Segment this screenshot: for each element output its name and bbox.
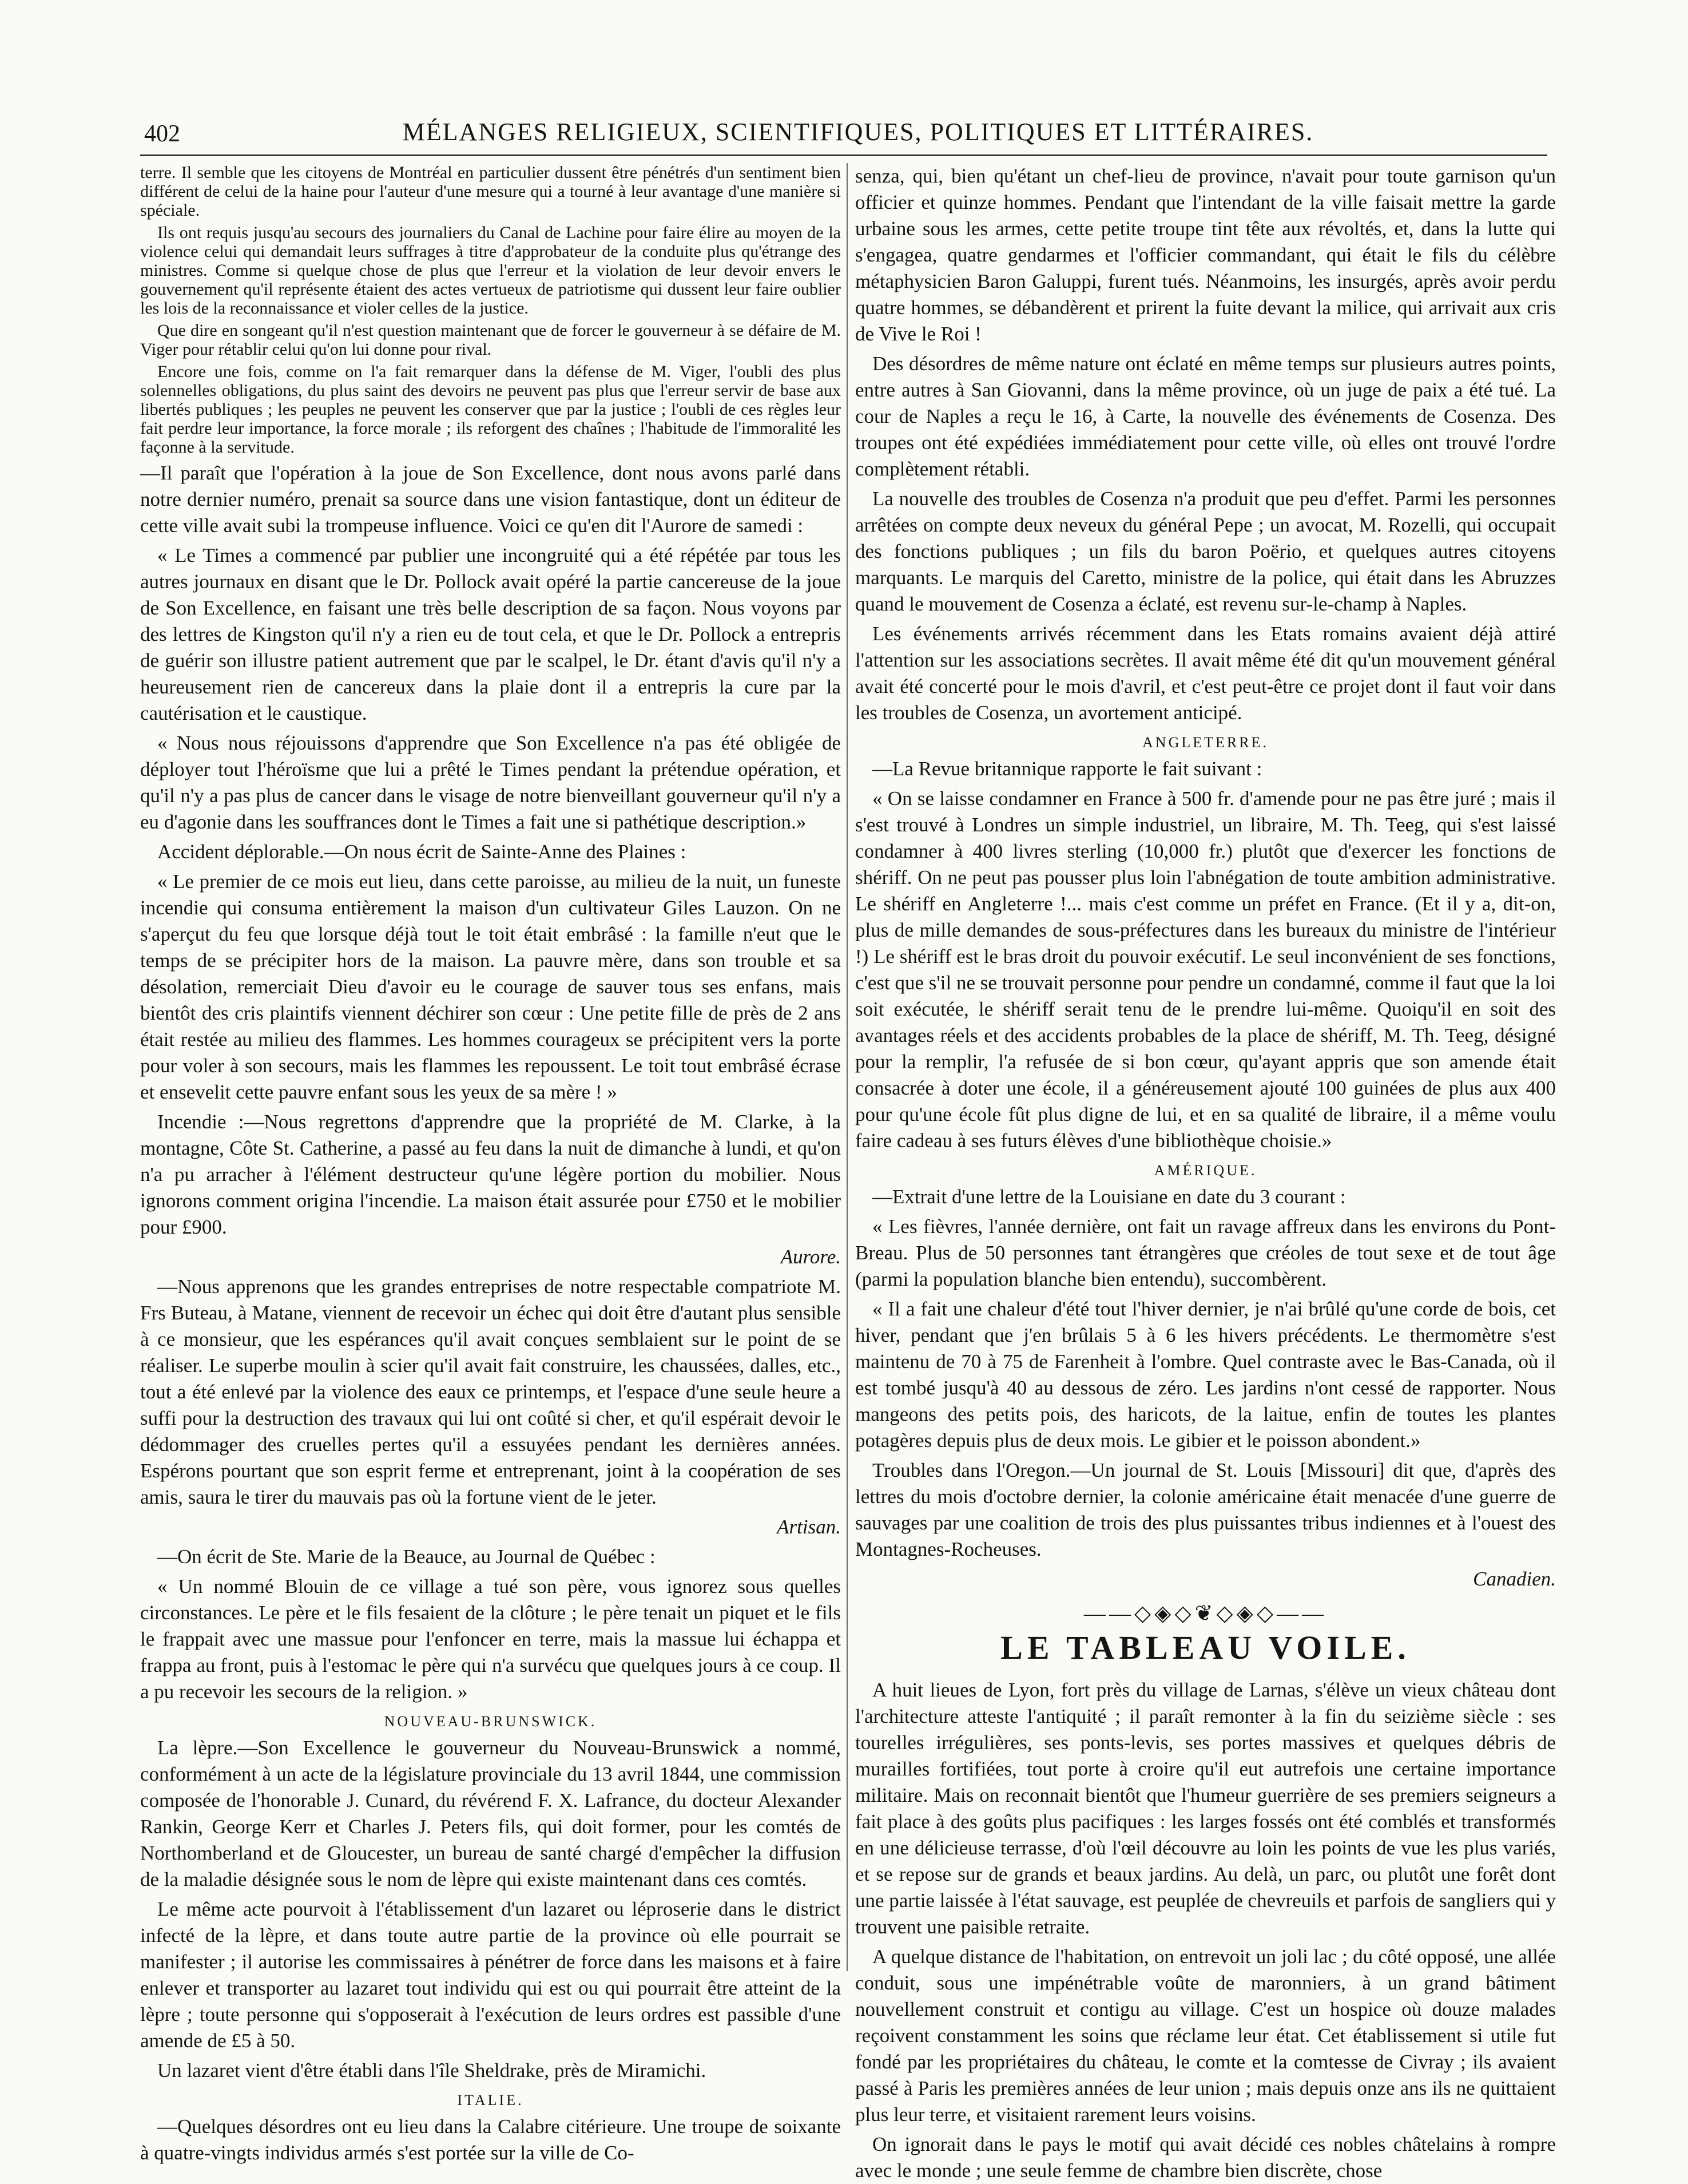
article-paragraph: A huit lieues de Lyon, fort près du village de Larnas, s'élève un vieux château dont l'architecture atteste l'antiquité ; il paraît remonter à la fin du seizième siècle : ses tourelles irrégulières, ses ponts-levis, ses portes massives et quelques débris de murailles fortifiées, tout porte à croire qu'il eut autrefois une certaine importance militaire. Mais on reconnait bientôt que l'humeur guerrière de ses premiers seigneurs a fait place à des goûts plus pacifiques : les larges fossés ont été comblés et transformés en une délicieuse terrasse, d'où l'œil découvre au loin les points de vue les plus variés, et se repose sur de grands et beaux jardins. Au delà, un parc, ou plutôt une forêt dont une partie laissée à l'état sauvage, est peuplée de chevreuils et parfois de sangliers qui y trouvent une paisible retraite. [855,1679,1556,1938]
story-title: LE TABLEAU VOILE. [1000,1629,1411,1666]
source-credit: Artisan. [777,1516,841,1538]
source-credit: Canadien. [1473,1568,1556,1590]
article-paragraph: La lèpre.—Son Excellence le gouverneur du Nouveau-Brunswick a nommé, conformément à un acte de la législature provinciale du 13 avril 1844, une commission composée de l'honorable J. Cunard, du révérend F. X. Lafrance, du docteur Alexander Rankin, George Kerr et Charles J. Peters fils, qui doit former, pour les comtés de Northomberland et de Gloucester, un bureau de santé chargé d'empêcher la diffusion de la maladie désignée sous le nom de lèpre qui existe maintenant dans ces comtés. [140,1737,841,1890]
article-paragraph: senza, qui, bien qu'étant un chef-lieu de province, n'avait pour toute garnison qu'un officier et quinze hommes. Pendant que l'intendant de la ville faisait mettre la garde urbaine sous les armes, cette petite troupe tint tête aux révoltés, et, dans la lutte qui s'engagea, quatre gendarmes et l'officier commandant, qui était le fils du célèbre métaphysicien Baron Galuppi, furent tués. Néanmoins, les insurgés, après avoir perdu quatre hommes, se débandèrent et prirent la fuite devant la milice, qui arrivait aux cris de Vive le Roi ! [855,165,1556,345]
page-number: 402 [144,121,180,147]
article-paragraph: Des désordres de même nature ont éclaté en même temps sur plusieurs autres points, entre autres à San Giovanni, dans la même province, où un juge de paix a été tué. La cour de Naples a reçu le 16, à Carte, la nouvelle des événements de Cosenza. Des troupes ont été expédiées immédiatement pour cette ville, où elles ont trouvé l'ordre complètement rétabli. [855,352,1556,480]
section-heading: ITALIE. [457,2092,524,2108]
article-paragraph: terre. Il semble que les citoyens de Montréal en particulier dussent être pénétrés d'un sentiment bien différent de celui de la haine pour l'auteur d'une mesure qui a tourné à leur avantage d'une manière si spéciale. [140,163,841,220]
article-paragraph: Encore une fois, comme on l'a fait remarquer dans la défense de M. Viger, l'oubli des plus solennelles obligations, du plus saint des devoirs ne peuvent pas plus que l'erreur servir de base aux libertés publiques ; les peuples ne peuvent les conserver que par la justice ; l'oubli de ces règles leur fait perdre leur importance, la force morale ; ils reforgent des chaînes ; l'habitude de l'immoralité les façonne à la servitude. [140,362,841,457]
article-paragraph: « Les fièvres, l'année dernière, ont fait un ravage affreux dans les environs du Pont-Breau. Plus de 50 personnes tant étrangères que créoles de tout sexe et de tout âge (parmi la population blanche bien entendu), succombèrent. [855,1215,1556,1290]
article-paragraph: Incendie :—Nous regrettons d'apprendre que la propriété de M. Clarke, à la montagne, Côte St. Catherine, a passé au feu dans la nuit de dimanche à lundi, et qu'on n'a pu arracher à l'élément destructeur qu'une légère portion du mobilier. Nous ignorons comment origina l'incendie. La maison était assurée pour £750 et le mobilier pour £900. [140,1111,841,1238]
source-credit: Aurore. [780,1246,841,1268]
article-paragraph: —Nous apprenons que les grandes entreprises de notre respectable compatriote M. Frs Buteau, à Matane, viennent de recevoir un échec qui doit être d'autant plus sensible à ce monsieur, que les espérances qu'il avait conçues semblaient sur le point de se réaliser. Le superbe moulin à scier qu'il avait fait construire, les chaussées, dalles, etc., tout a été enlevé par la violence des eaux ce printemps, et l'espace d'une seule heure a suffi pour la destruction des travaux qui lui ont coûté si cher, et qu'il espérait devoir le dédommager des cruelles pertes qu'il a essuyées pendant les dernières années. Espérons pourtant que son esprit ferme et entreprenant, joint à la coopération de ses amis, saura le tirer du mauvais pas où la fortune vient de le jeter. [140,1275,841,1508]
article-paragraph: Accident déplorable.—On nous écrit de Sainte-Anne des Plaines : [157,841,686,863]
article-paragraph: Ils ont requis jusqu'au secours des journaliers du Canal de Lachine pour faire élire au moyen de la violence celui qui demandait leurs suffrages à titre d'approbateur de la conduite plus qu'étrange des ministres. Comme si quelque chose de plus que l'erreur et la violation de leur devoir envers le gouvernement qu'il représente étaient des actes vertueux de patriotisme qui dussent leur faire oublier les lois de la reconnaissance et violer celles de la justice. [140,223,841,318]
section-heading: NOUVEAU-BRUNSWICK. [384,1713,597,1730]
article-paragraph: —Quelques désordres ont eu lieu dans la Calabre citérieure. Une troupe de soixante à quatre-vingts individus armés s'est portée sur la ville de Co- [140,2115,841,2164]
article-paragraph: « Il a fait une chaleur d'été tout l'hiver dernier, je n'ai brûlé qu'une corde de bois, cet hiver, pendant que j'en brûlais 5 à 6 les hivers précédents. Le thermomètre s'est maintenu de 70 à 75 de Farenheit à l'ombre. Quel contraste avec le Bas-Canada, où il est tombé jusqu'à 40 au dessous de zéro. Les jardins n'ont cessé de rapporter. Nous mangeons des petits pois, des haricots, de la laitue, enfin de toutes les plantes potagères depuis plus de deux mois. Le gibier et le poisson abondent.» [855,1298,1556,1452]
article-paragraph: On ignorait dans le pays le motif qui avait décidé ces nobles châtelains à rompre avec le monde ; une seule femme de chambre bien discrète, chose [855,2133,1556,2182]
article-paragraph: « Un nommé Blouin de ce village a tué son père, vous ignorez sous quelles circonstances. Le père et le fils fesaient de la clôture ; le père tenait un piquet et le fils le frappait avec une massue pour l'enfoncer en terre, mais la massue lui échappa et frappa au front, puis à l'estomac le père qui n'a survécu que quelques jours à ce coup. Il a pu recevoir les secours de la religion. » [140,1575,841,1703]
section-heading: AMÉRIQUE. [1154,1162,1257,1179]
section-heading: ANGLETERRE. [1142,734,1269,751]
article-paragraph: —Extrait d'une lettre de la Louisiane en date du 3 courant : [872,1186,1346,1208]
article-paragraph: Un lazaret vient d'être établi dans l'île Sheldrake, près de Miramichi. [157,2059,706,2082]
article-paragraph: —La Revue britannique rapporte le fait suivant : [872,758,1262,780]
article-paragraph: Le même acte pourvoit à l'établissement d'un lazaret ou léproserie dans le district infecté de la lèpre, et dans toute autre partie de la province où elle pourrait se manifester ; il autorise les commissaires à pénétrer de force dans les maisons et à faire enlever et transporter au lazaret tout individu qui est ou qui pourrait être atteint de la lèpre ; toute personne qui s'opposerait à l'exécution de leurs ordres est passible d'une amende de £5 à 50. [140,1898,841,2052]
article-paragraph: Les événements arrivés récemment dans les Etats romains avaient déjà attiré l'attention sur les associations secrètes. Il avait même été dit qu'un mouvement général avait été concerté pour le mois d'avril, et c'est peut-être ce projet dont il faut voir dans les troubles de Cosenza, un avortement anticipé. [855,623,1556,724]
article-paragraph: —On écrit de Ste. Marie de la Beauce, au Journal de Québec : [157,1545,656,1568]
article-paragraph: A quelque distance de l'habitation, on entrevoit un joli lac ; du côté opposé, une allée conduit, sous une impénétrable voûte de maronniers, à un grand bâtiment nouvellement construit et contigu au village. C'est un hospice où douze malades reçoivent constamment les soins que réclame leur état. Cet établissement si utile fut fondé par les propriétaires du château, le comte et la comtesse de Civray ; ils avaient passé à Paris les premières années de leur union ; mais depuis onze ans ils ne quittaient plus leur terre, et visitaient rarement leurs voisins. [855,1945,1556,2126]
article-paragraph: La nouvelle des troubles de Cosenza n'a produit que peu d'effet. Parmi les personnes arrêtées on compte deux neveux du général Pepe ; un avocat, M. Rozelli, qui occupait des fonctions publiques ; un fils du baron Poërio, et quelques autres citoyens marquants. Le marquis del Caretto, ministre de la police, qui était dans les Abruzzes quand le mouvement de Cosenza a éclaté, est revenu sur-le-champ à Naples. [855,487,1556,615]
article-paragraph: « On se laisse condamner en France à 500 fr. d'amende pour ne pas être juré ; mais il s'est trouvé à Londres un simple industriel, un libraire, M. Th. Teeg, qui s'est laissé condamner à 400 livres sterling (10,000 fr.) plutôt que d'exercer les fonctions de shériff. On ne peut pas pousser plus loin l'abnégation de toute ambition administrative. Le shériff en Angleterre !... mais c'est comme un préfet en France. (Et il y a, dit-on, plus de mille demandes de sous-préfectures dans les bureaux du ministre de l'intérieur !) Le shériff est le bras droit du pouvoir exécutif. Le seul inconvénient de ses fonctions, c'est que s'il ne se trouvait personne pour pendre un condamné, comme il faut que la loi soit exécutée, le shériff serait tenu de le prendre lui-même. Quoiqu'il en soit des avantages réels et des accidents probables de la place de shériff, M. Th. Teeg, désigné pour la remplir, l'a refusée de si bon cœur, qu'ayant appris que son amende était consacrée à doter une école, il a généreusement ajouté 100 guinées de plus aux 400 pour qu'une école fût plus digne de lui, et en sa qualité de libraire, il a même voulu faire cadeau à ses futurs élèves d'une bibliothèque choisie.» [855,787,1556,1152]
right-column [855,163,1556,2182]
running-title: MÉLANGES RELIGIEUX, SCIENTIFIQUES, POLITIQUES ET LITTÉRAIRES. [402,118,1314,146]
article-paragraph: —Il paraît que l'opération à la joue de Son Excellence, dont nous avons parlé dans notre dernier numéro, prenait sa source dans une vision fantastique, dont un éditeur de cette ville avait subi la trompeuse influence. Voici ce qu'en dit l'Aurore de samedi : [140,462,841,537]
left-column [140,163,841,2164]
column-divider [847,163,848,1971]
article-paragraph: « Nous nous réjouissons d'apprendre que Son Excellence n'a pas été obligée de déployer tout l'héroïsme que lui a prêté le Times pendant la prétendue opération, et qu'il n'y a pas plus de cancer dans le visage de notre bienveillant gouverneur qu'il n'y a eu d'agonie dans les souffrances dont le Times a fait une si pathétique description.» [140,732,841,833]
article-paragraph: « Le premier de ce mois eut lieu, dans cette paroisse, au milieu de la nuit, un funeste incendie qui consuma entièrement la maison d'un cultivateur Giles Lauzon. On ne s'aperçut du feu que lorsque déjà tout le toit était embrâsé : la famille n'eut que le temps de se précipiter hors de la maison. La pauvre mère, dans son trouble et sa désolation, remerciait Dieu d'avoir eu le courage de sauver tous ses enfans, mais bientôt des cris plaintifs viennent déchirer son cœur : Une petite fille de près de 2 ans était restée au milieu des flammes. Les hommes courageux se précipitent vers la porte pour voler à son secours, mais les flammes les repoussent. Le toit tout embrâsé écrase et ensevelit cette pauvre enfant sous les yeux de sa mère ! » [140,870,841,1103]
article-paragraph: « Le Times a commencé par publier une incongruité qui a été répétée par tous les autres journaux en disant que le Dr. Pollock avait opéré la partie cancereuse de la joue de Son Excellence, en faisant une très belle description de sa façon. Nous voyons par des lettres de Kingston qu'il n'y a rien eu de tout cela, et que le Dr. Pollock a entrepris de guérir son illustre patient autrement que par le scalpel, le Dr. étant d'avis qu'il n'y a heureusement rien de cancereux dans la plaie dont il a entrepris la cure par la cautérisation et le caustique. [140,544,841,724]
article-paragraph: Que dire en songeant qu'il n'est question maintenant que de forcer le gouverneur à se défaire de M. Viger pour rétablir celui qu'on lui donne pour rival. [140,321,841,359]
ornament-divider: ——◇◈◇❦◇◈◇—— [1083,1602,1328,1626]
article-paragraph: Troubles dans l'Oregon.—Un journal de St. Louis [Missouri] dit que, d'après des lettres du mois d'octobre dernier, la colonie américaine était menacée d'une guerre de sauvages par une coalition de trois des plus puissantes tribus indiennes et à l'ouest des Montagnes-Rocheuses. [855,1459,1556,1560]
header-rule [140,154,1547,156]
